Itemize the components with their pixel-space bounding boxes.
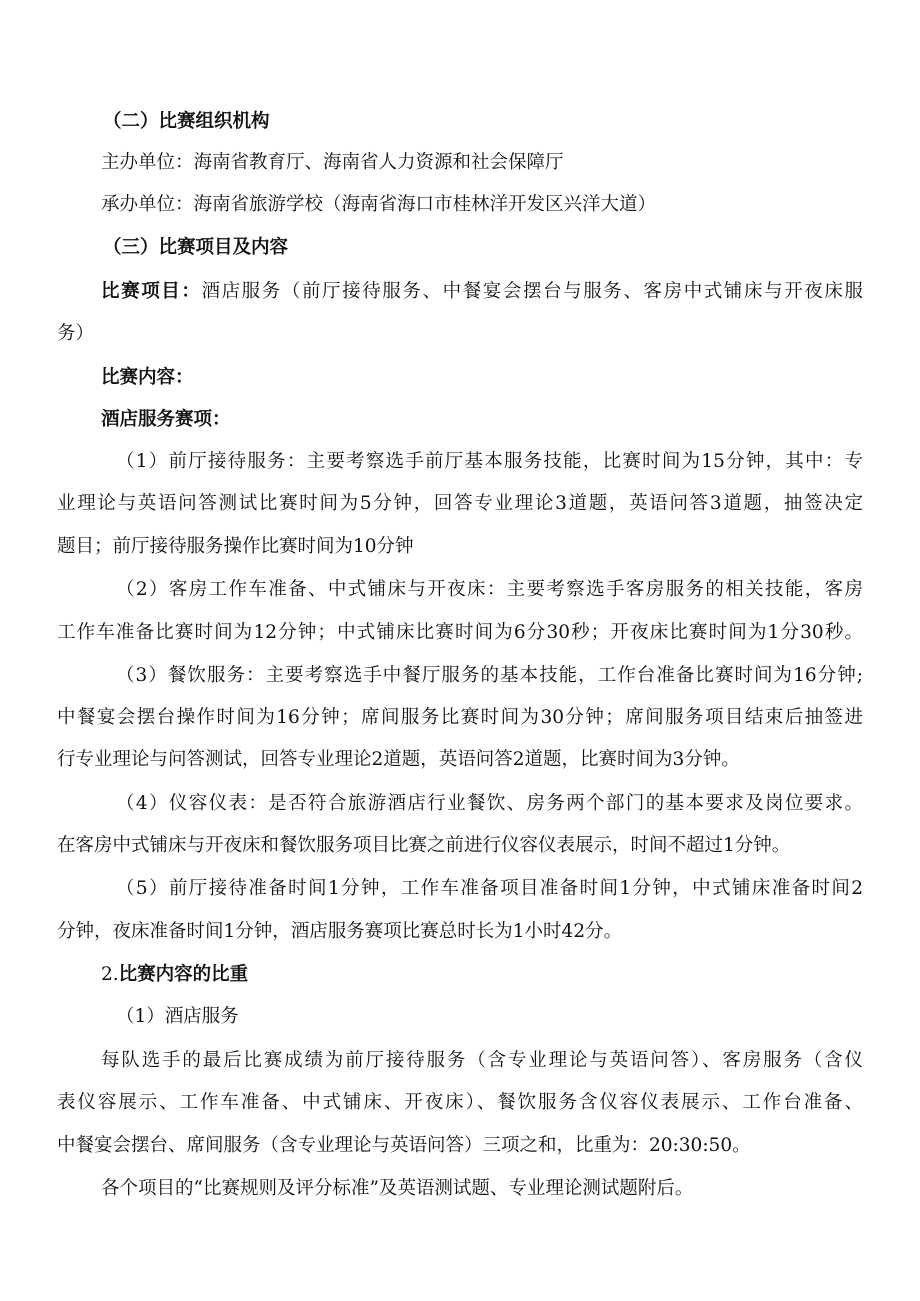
weight-line3: 中餐宴会摆台、席间服务（含专业理论与英语问答）三项之和，比重为：20:30:50。: [57, 1135, 751, 1156]
weight-line2: 表仪容展示、工作车准备、中式铺床、开夜床）、餐饮服务含仪容仪表展示、工作台准备、: [57, 1092, 863, 1113]
item2-line1: （2）客房工作车准备、中式铺床与开夜床：主要考察选手客房服务的相关技能，客房: [116, 579, 863, 600]
section-heading-projects: （三）比赛项目及内容: [103, 237, 289, 258]
appendix-note: 各个项目的“比赛规则及评分标准”及英语测试题、专业理论测试题附后。: [101, 1178, 694, 1199]
item3-line1: （3）餐饮服务：主要考察选手中餐厅服务的基本技能，工作台准备比赛时间为16分钟;: [116, 665, 863, 686]
weight-heading: [101, 963, 248, 987]
item3-line2: 中餐宴会摆台操作时间为16分钟；席间服务比赛时间为30分钟；席间服务项目结束后抽签进: [57, 707, 863, 728]
item5-line2: 分钟，夜床准备时间1分钟，酒店服务赛项比赛总时长为1小时42分。: [57, 921, 623, 942]
project-label: 比赛项目：: [101, 281, 202, 302]
item3-line3: 行专业理论与问答测试，回答专业理论2道题，英语问答2道题，比赛时间为3分钟。: [57, 749, 740, 770]
item4-line1: （4）仪容仪表：是否符合旅游酒店行业餐饮、房务两个部门的基本要求及岗位要求。: [116, 793, 863, 814]
project-paragraph-line1: [101, 280, 863, 304]
item1-line1: （1）前厅接待服务：主要考察选手前厅基本服务技能，比赛时间为15分钟，其中：专: [116, 451, 863, 472]
weight-line1: 每队选手的最后比赛成绩为前厅接待服务（含专业理论与英语问答）、客房服务（含仪: [101, 1050, 863, 1071]
weight-title: 比赛内容的比重: [118, 964, 249, 985]
event-label: 酒店服务赛项：: [101, 409, 231, 430]
project-text-line2: 务）: [57, 323, 95, 344]
section-heading-organization: （二）比赛组织机构: [103, 111, 270, 132]
content-label: 比赛内容：: [101, 367, 194, 388]
item1-line3: 题目；前厅接待服务操作比赛时间为10分钟: [57, 536, 414, 557]
item5-line1: （5）前厅接待准备时间1分钟，工作车准备项目准备时间1分钟，中式铺床准备时间2: [116, 878, 863, 899]
organizer-unit: 承办单位：海南省旅游学校（海南省海口市桂林洋开发区兴洋大道）: [101, 194, 657, 215]
item2-line2: 工作车准备比赛时间为12分钟；中式铺床比赛时间为6分30秒；开夜床比赛时间为1分30秒。: [57, 622, 863, 643]
weight-subheading: （1）酒店服务: [116, 1006, 239, 1027]
host-unit: 主办单位：海南省教育厅、海南省人力资源和社会保障厅: [101, 152, 564, 173]
project-text-line1: 酒店服务（前厅接待服务、中餐宴会摆台与服务、客房中式铺床与开夜床服: [201, 281, 863, 302]
item4-line2: 在客房中式铺床与开夜床和餐饮服务项目比赛之前进行仪容仪表展示，时间不超过1分钟。: [57, 835, 791, 856]
item1-line2: 业理论与英语问答测试比赛时间为5分钟，回答专业理论3道题，英语问答3道题，抽签决定: [57, 493, 863, 514]
weight-number: 2.: [101, 964, 119, 985]
